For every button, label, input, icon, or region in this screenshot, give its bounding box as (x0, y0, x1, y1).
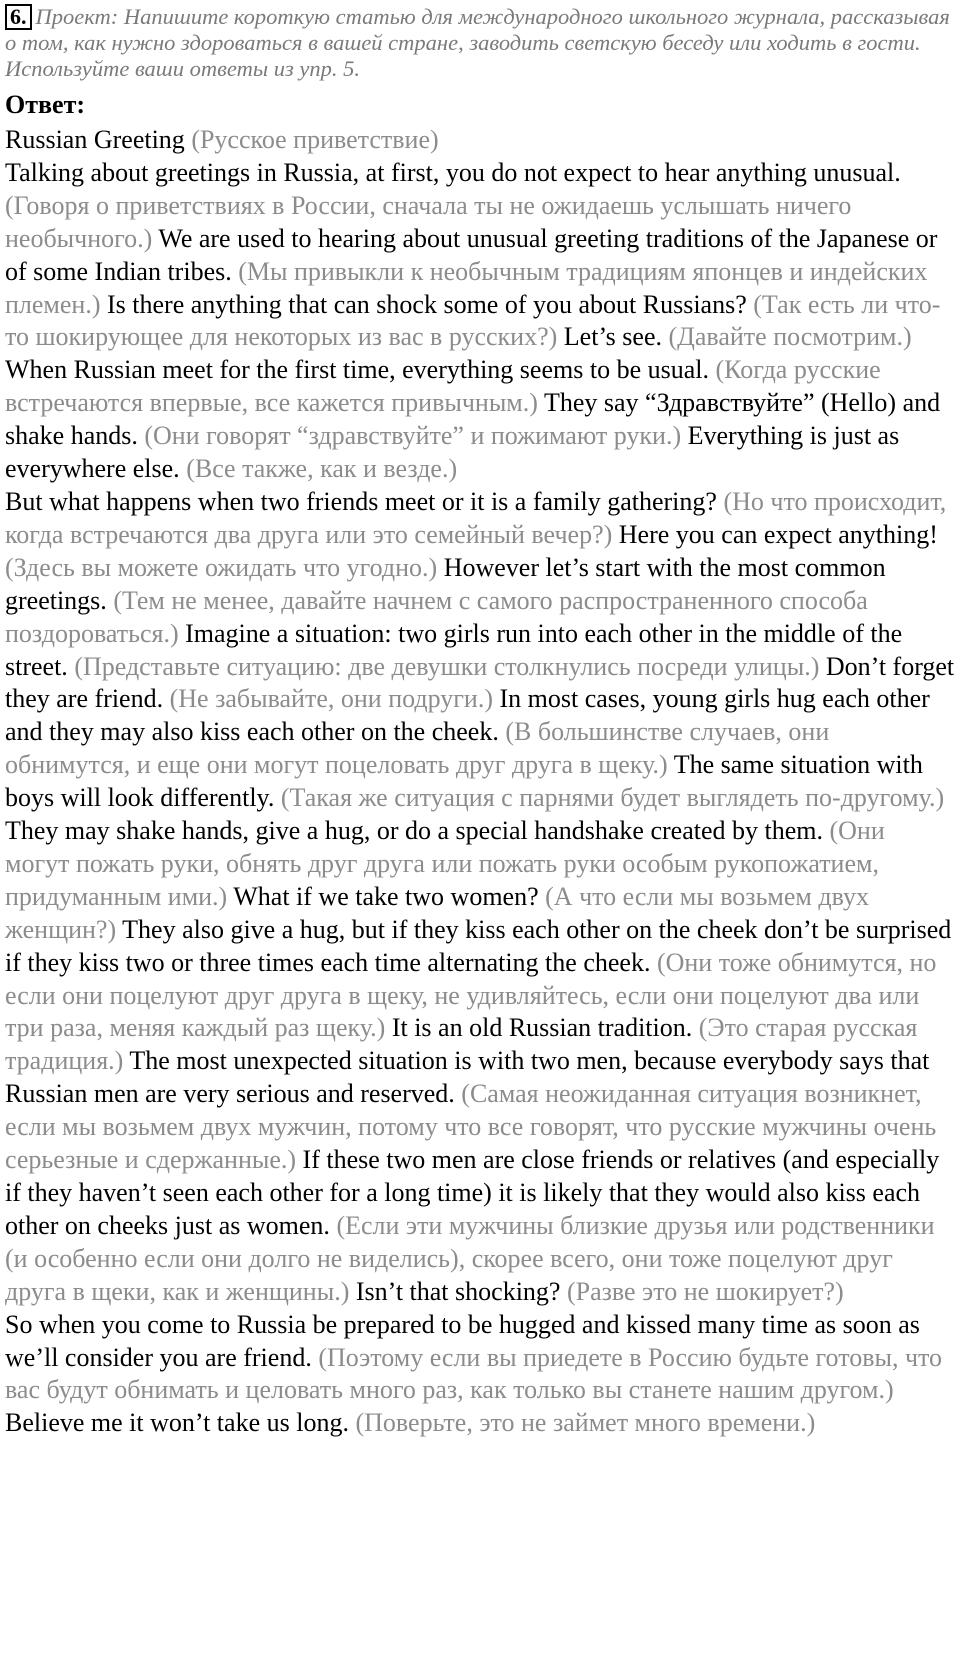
russian-translation: (Давайте посмотрим.) (668, 322, 912, 352)
answer-paragraph (5, 354, 955, 486)
russian-translation: (Они тоже обнимутся, но если они поцелуют друг друга в щеку, не удивляйтесь, если они поцелуют два или три раза, меняя каждый раз щеку.) (5, 947, 937, 1043)
english-sentence: The most unexpected situation is with two men, because everybody says that Russian men are very serious and reserved. (5, 1046, 930, 1109)
english-sentence: When Russian meet for the first time, everything seems to be usual. (5, 355, 709, 385)
document-page (5, 4, 955, 1440)
russian-translation: (Разве это не шокирует?) (566, 1276, 844, 1306)
russian-translation: (Если эти мужчины близкие друзья или родственники (и особенно если они долго не виделись), скорее всего, они тоже поцелуют друг друга в щеки, как и женщины.) (5, 1210, 935, 1306)
russian-translation: (Тем не менее, давайте начнем с самого распространенного способа поздороваться.) (5, 585, 868, 648)
english-sentence: But what happens when two friends meet or it is a family gathering? (5, 486, 717, 516)
russian-translation: (Поэтому если вы приедете в Россию будьте готовы, что вас будут обнимать и целовать много раз, как только вы станете нашим другом.) (5, 1342, 943, 1405)
russian-translation: (Не забывайте, они подруги.) (169, 684, 493, 714)
english-sentence: Believe me it won’t take us long. (5, 1408, 349, 1438)
english-sentence: Everything is just as everywhere else. (5, 421, 900, 484)
english-sentence: Talking about greetings in Russia, at first, you do not expect to hear anything unusual. (5, 157, 901, 187)
task-text: Проект: Напишите короткую статью для международного школьного журнала, рассказывая о том, как нужно здороваться в вашей стране, заводить светскую беседу или ходить в гости. Используйте ваши ответы из упр. 5. (5, 4, 950, 81)
russian-translation: (А что если мы возьмем двух женщин?) (5, 881, 869, 944)
english-sentence: We are used to hearing about unusual greeting traditions of the Japanese or of some Indian tribes. (5, 223, 938, 286)
english-sentence: What if we take two women? (233, 881, 539, 911)
answer-paragraph (5, 1309, 955, 1441)
russian-translation: (Но что происходит, когда встречаются два друга или это семейный вечер?) (5, 486, 947, 549)
russian-translation: (Все также, как и везде.) (186, 454, 458, 484)
russian-translation: (Они говорят “здравствуйте” и пожимают руки.) (144, 421, 682, 451)
english-sentence: Here you can expect anything! (618, 519, 938, 549)
russian-translation: (В большинстве случаев, они обнимутся, и еще они могут поцеловать друг друга в щеку.) (5, 717, 830, 780)
russian-translation: (Поверьте, это не займет много времени.) (355, 1408, 816, 1438)
answer-heading: Ответ: (5, 90, 86, 119)
english-sentence: However let’s start with the most common greetings. (5, 552, 886, 615)
russian-translation: (Так есть ли что-то шокирующее для некоторых из вас в русских?) (5, 289, 941, 352)
russian-translation: (Они могут пожать руки, обнять друг друга или пожать руки особым рукопожатием, придуманным ими.) (5, 816, 885, 911)
english-sentence: They say “Здравствуйте” (Hello) and shake hands. (5, 388, 941, 451)
answer-paragraph (5, 486, 955, 1309)
answer-paragraph (5, 157, 955, 354)
russian-translation: (Русское приветствие) (191, 125, 439, 154)
english-sentence: Imagine a situation: two girls run into each other in the middle of the street. (5, 618, 903, 681)
russian-translation: (Представьте ситуацию: две девушки столкнулись посреди улицы.) (74, 651, 820, 681)
english-sentence: If these two men are close friends or relatives (and especially if they haven’t seen each other for a long time) it is likely that they would also kiss each other on cheeks just as women. (5, 1145, 940, 1240)
russian-translation: (Здесь вы можете ожидать что угодно.) (5, 552, 438, 582)
english-sentence: Russian Greeting (5, 125, 185, 154)
russian-translation: (Мы привыкли к необычным традициям японцев и индейских племен.) (5, 256, 928, 319)
russian-translation: (Когда русские встречаются впервые, все кажется привычным.) (5, 355, 881, 418)
english-sentence: Is there anything that can shock some of you about Russians? (107, 289, 747, 319)
english-sentence: They may shake hands, give a hug, or do a special handshake created by them. (5, 816, 823, 846)
task-statement (5, 4, 955, 82)
russian-translation: (Это старая русская традиция.) (5, 1013, 918, 1076)
task-number: 6. (5, 4, 32, 30)
russian-translation: (Самая неожиданная ситуация возникнет, если мы возьмем двух мужчин, потому что все говорят, что русские мужчины очень серьезные и сдержанные.) (5, 1079, 937, 1175)
english-sentence: The same situation with boys will look differently. (5, 750, 923, 813)
answer-body (5, 124, 955, 1440)
english-sentence: They also give a hug, but if they kiss each other on the cheek don’t be surprised if they kiss two or three times each time alternating the cheek. (5, 914, 952, 977)
english-sentence: So when you come to Russia be prepared to be hugged and kissed many time as soon as we’ll consider you are friend. (5, 1309, 920, 1372)
english-sentence: It is an old Russian tradition. (391, 1013, 693, 1043)
english-sentence: In most cases, young girls hug each other and they may also kiss each other on the cheek. (5, 684, 930, 747)
english-sentence: Isn’t that shocking? (355, 1276, 561, 1306)
english-sentence: Let’s see. (563, 322, 662, 352)
answer-paragraph (5, 124, 955, 157)
russian-translation: (Такая же ситуация с парнями будет выглядеть по-другому.) (280, 783, 945, 813)
russian-translation: (Говоря о приветствиях в России, сначала ты не ожидаешь услышать ничего необычного.) (5, 190, 852, 253)
english-sentence: Don’t forget they are friend. (5, 651, 955, 714)
